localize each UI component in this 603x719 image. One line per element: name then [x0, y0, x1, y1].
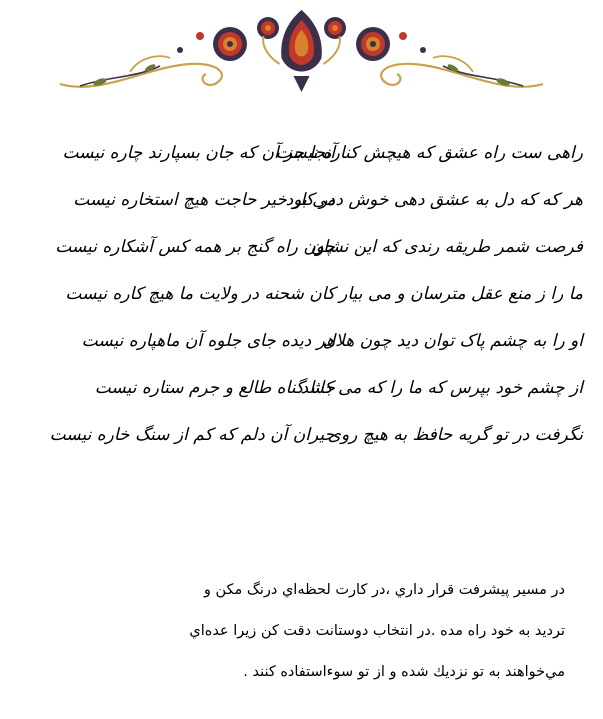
poem-right-column: [275, 130, 583, 459]
interpretation-line: مي‌خواهند به تو نزديك شده و از تو سوءاستفاده كنند .: [243, 664, 565, 680]
poem-hemistich: راهی ست راه عشق که هیچش کناره نیست: [275, 143, 583, 163]
floral-ornament-header: [40, 6, 563, 102]
poem-hemistich: جانا گناه طالع و جرم ستاره نیست: [94, 378, 335, 398]
poem-hemistich: کان شحنه در ولایت ما هیچ کاره نیست: [65, 284, 335, 304]
poem-hemistich: او را به چشم پاک توان دید چون هلال: [322, 331, 583, 351]
interpretation-line: ترديد به خود راه مده .در انتخاب دوستانت دقت كن زيرا عده‌اي: [189, 623, 565, 639]
poem-hemistich: فرصت شمر طریقه رندی که این نشان: [310, 237, 583, 257]
poem-hemistich: چون راه گنج بر همه کس آشکاره نیست: [55, 237, 335, 257]
poem-ghazal: [0, 130, 603, 460]
poem-hemistich: هر که که دل به عشق دهی خوش دمی بود: [285, 190, 583, 210]
poem-hemistich: حیران آن دلم که کم از سنگ خاره نیست: [49, 425, 335, 445]
poem-hemistich: آنجا جز آن که جان بسپارند چاره نیست: [62, 143, 335, 163]
interpretation-text: [40, 570, 565, 693]
poem-left-column: [49, 130, 335, 459]
poem-hemistich: ما را ز منع عقل مترسان و می بیار: [339, 284, 583, 304]
interpretation-line: در مسير پيشرفت قرار داري ،در كارت لحظه‌اي درنگ مكن و: [203, 582, 565, 598]
poem-hemistich: در کار خیر حاجت هیچ استخاره نیست: [73, 190, 335, 210]
poem-hemistich: هر دیده جای جلوه آن ماهپاره نیست: [81, 331, 335, 351]
poem-hemistich: نگرفت در تو گریه حافظ به هیچ روی: [327, 425, 583, 445]
poem-hemistich: از چشم خود بپرس که ما را که می کشد: [300, 378, 583, 398]
